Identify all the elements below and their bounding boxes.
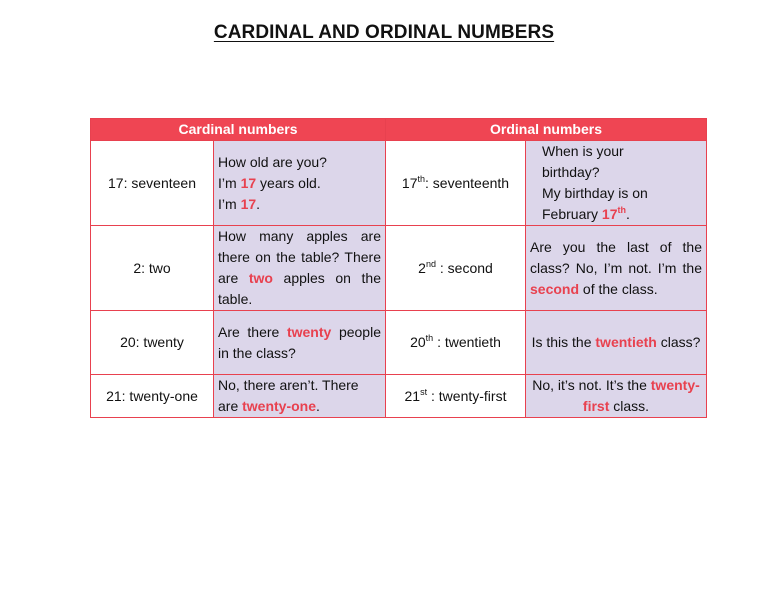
table-row [91, 226, 707, 311]
numbers-table [90, 118, 707, 418]
highlight-number: 17 [240, 195, 257, 212]
ordinal-word: 17th: seventeenth [386, 141, 526, 226]
ordinal-example: No, it’s not. It’s the twenty-first class. [526, 375, 707, 418]
highlight-number: twenty [286, 323, 332, 340]
table-row [91, 311, 707, 375]
ordinal-example [526, 141, 707, 226]
cardinal-header: Cardinal numbers [91, 119, 386, 141]
cardinal-example [214, 141, 386, 226]
highlight-number: two [248, 270, 273, 286]
header-row [91, 119, 707, 141]
highlight-number: 17 [240, 174, 257, 191]
cardinal-example: No, there aren’t. There are twenty-one. [214, 375, 386, 418]
page-title: CARDINAL AND ORDINAL NUMBERS [213, 22, 555, 43]
cardinal-example: How many apples are there on the table? There are two apples on the table. [214, 226, 386, 311]
highlight-number: twenty-first [582, 377, 700, 414]
cardinal-word: 20: twenty [91, 311, 214, 375]
example-line: My birthday is on [542, 185, 648, 201]
example-line: February 17th. [542, 205, 630, 222]
ordinal-example: Is this the twentieth class? [526, 311, 707, 375]
ordinal-header: Ordinal numbers [386, 119, 707, 141]
example-line: When is your [542, 143, 624, 159]
example-line: birthday? [542, 164, 600, 180]
ordinal-word: 21st : twenty-first [386, 375, 526, 418]
cardinal-word: 21: twenty-one [91, 375, 214, 418]
cardinal-example: Are there twenty people in the class? [214, 311, 386, 375]
example-line: I’m 17. [218, 195, 261, 212]
cardinal-word: 17: seventeen [91, 141, 214, 226]
highlight-number: second [530, 280, 580, 297]
example-line: How old are you? [218, 153, 327, 170]
table-row [91, 141, 707, 226]
ordinal-word: 20th : twentieth [386, 311, 526, 375]
ordinal-example: Are you the last of the class? No, I’m not. I’m the second of the class. [526, 226, 707, 311]
highlight-number: twenty-one [242, 398, 317, 414]
example-line: I’m 17 years old. [218, 174, 321, 191]
highlight-number: 17th [601, 205, 626, 222]
cardinal-word: 2: two [91, 226, 214, 311]
ordinal-word: 2nd : second [386, 226, 526, 311]
table-row [91, 375, 707, 418]
highlight-number: twentieth [595, 334, 657, 350]
